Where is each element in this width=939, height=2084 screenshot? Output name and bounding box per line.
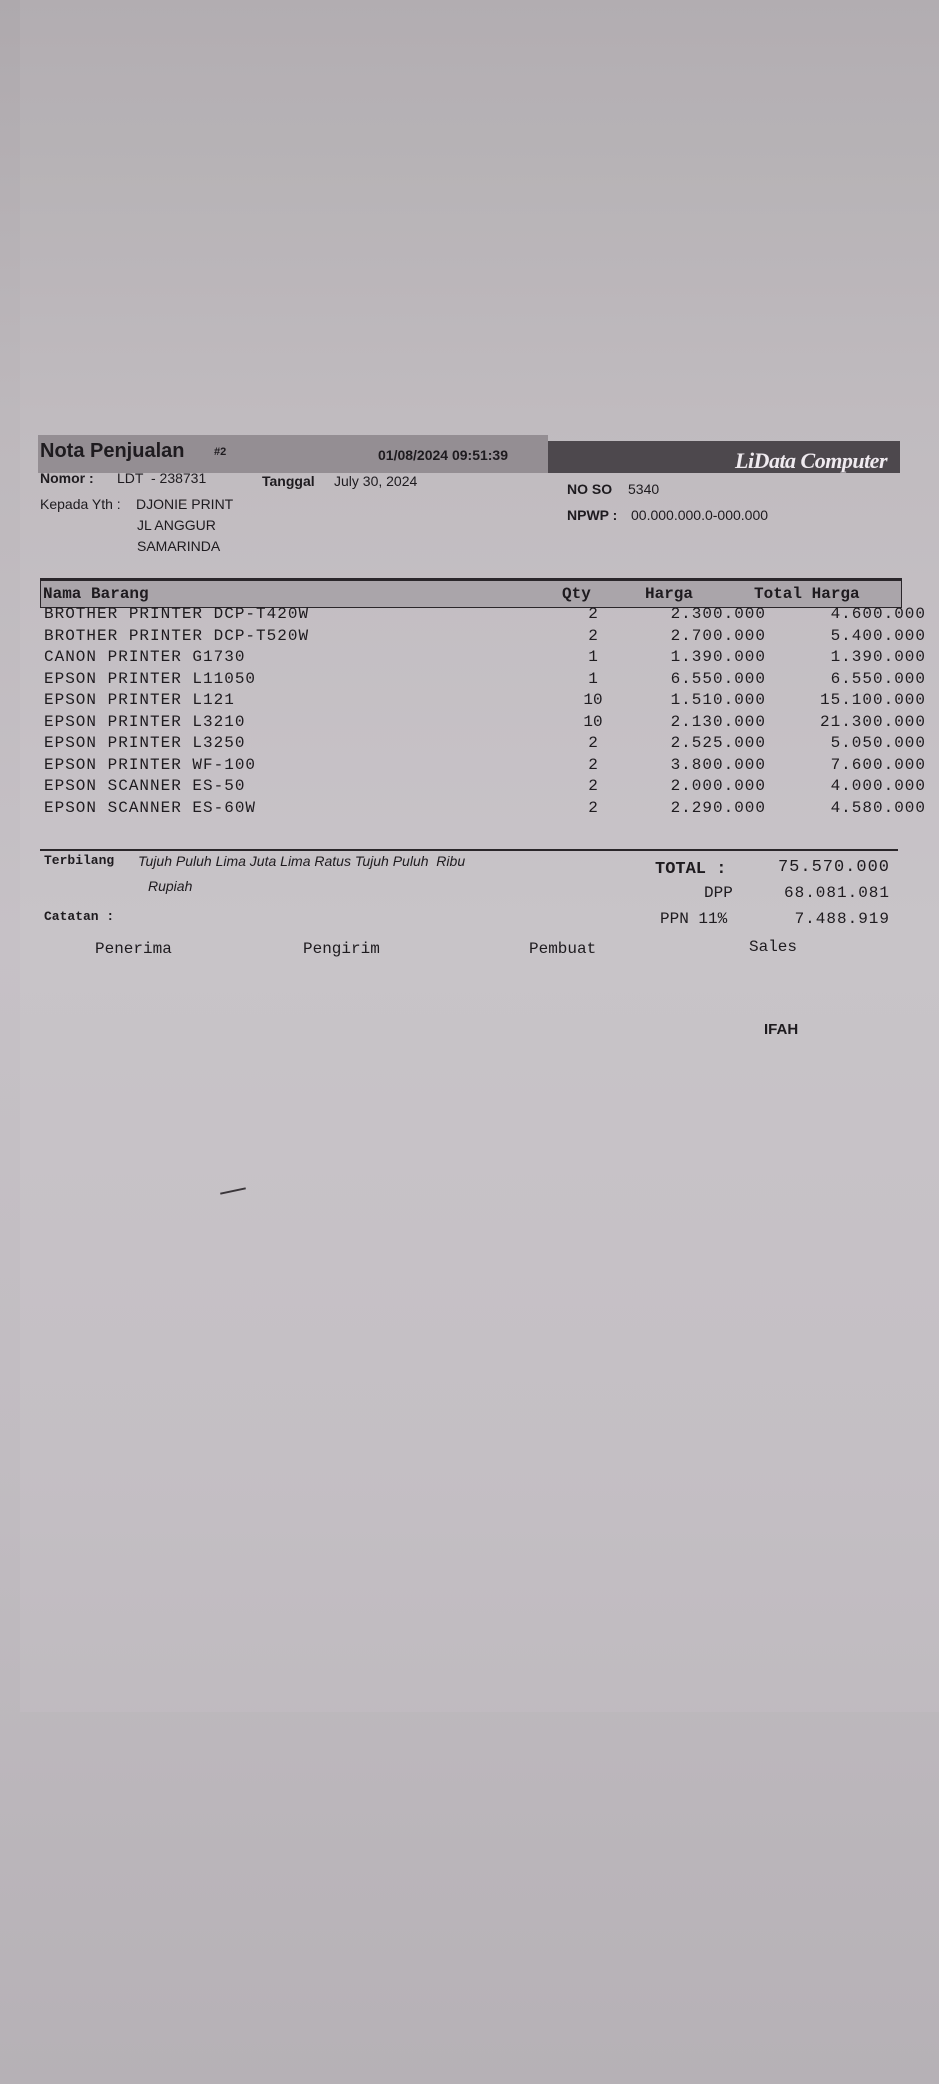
table-row [40,798,926,820]
nomor-label: Nomor : [40,470,94,486]
table-row [40,626,926,648]
ppn-label: PPN 11% [660,910,728,928]
item-total: 6.550.000 [830,669,926,688]
item-name: CANON PRINTER G1730 [44,648,246,666]
item-name: EPSON SCANNER ES-60W [44,798,257,817]
item-price: 2.525.000 [670,734,766,752]
printed-timestamp: 01/08/2024 09:51:39 [378,447,508,463]
item-total: 15.100.000 [819,691,926,709]
no-so-value: 5340 [628,481,660,497]
item-name: EPSON PRINTER L3210 [44,712,246,731]
column-header-total-harga: Total Harga [754,585,860,603]
table-row [40,755,926,777]
signature-sales: Sales [749,938,798,956]
column-header-nama-barang: Nama Barang [43,585,149,603]
column-header-qty: Qty [562,585,591,603]
item-total: 1.390.000 [830,648,926,666]
item-name: BROTHER PRINTER DCP-T420W [44,605,310,623]
item-name: EPSON SCANNER ES-50 [44,777,246,795]
terbilang-text: Tujuh Puluh Lima Juta Lima Ratus Tujuh Puluh Ribu [138,853,466,869]
item-price: 2.290.000 [670,798,766,817]
item-name: EPSON PRINTER L121 [44,691,235,709]
terbilang-label: Terbilang [44,853,115,868]
item-name: EPSON PRINTER WF-100 [44,755,257,774]
item-price: 6.550.000 [670,669,766,688]
ppn-value: 7.488.919 [794,910,890,928]
item-qty: 2 [588,777,598,795]
npwp-label: NPWP : [567,507,618,523]
customer-address-line1: JL ANGGUR [137,517,216,533]
item-total: 5.050.000 [830,734,926,752]
npwp-value: 00.000.000.0-000.000 [631,507,769,523]
kepada-label: Kepada Yth : [40,496,121,512]
item-name: EPSON PRINTER L11050 [44,669,257,688]
item-price: 3.800.000 [670,755,766,774]
customer-address-line2: SAMARINDA [137,538,221,554]
item-qty: 2 [588,798,598,817]
no-so-label: NO SO [567,481,613,497]
item-price: 2.000.000 [670,777,766,795]
item-qty: 2 [588,626,598,645]
sales-name: IFAH [764,1021,799,1038]
item-qty: 1 [588,669,598,688]
item-qty: 10 [583,712,603,731]
table-header [40,578,902,608]
signature-penerima: Penerima [95,940,172,958]
dpp-label: DPP [704,884,733,902]
total-value: 75.570.000 [777,858,890,877]
table-row [40,669,926,691]
item-total: 21.300.000 [819,712,926,731]
table-row [40,777,926,798]
item-price: 2.300.000 [670,605,766,623]
item-total: 7.600.000 [830,755,926,774]
terbilang-text-continued: Rupiah [148,878,193,894]
signature-pengirim: Pengirim [303,940,380,958]
table-row [40,605,926,626]
item-total: 5.400.000 [830,626,926,645]
signature-pembuat: Pembuat [529,940,597,958]
customer-name: DJONIE PRINT [136,496,234,512]
item-qty: 10 [583,691,603,709]
item-total: 4.000.000 [830,777,926,795]
item-qty: 2 [588,605,598,623]
table-row [40,712,926,734]
table-row [40,691,926,712]
tanggal-value: July 30, 2024 [334,473,418,489]
item-price: 2.130.000 [670,712,766,731]
item-name: EPSON PRINTER L3250 [44,734,246,752]
item-qty: 2 [588,755,598,774]
item-price: 1.390.000 [670,648,766,666]
item-name: BROTHER PRINTER DCP-T520W [44,626,310,645]
dpp-value: 68.081.081 [783,884,890,902]
copy-number: #2 [214,446,227,458]
nomor-value: LDT - 238731 [117,470,207,486]
summary-divider [40,849,898,851]
table-row [40,734,926,755]
document-title: Nota Penjualan [40,440,185,462]
tanggal-label: Tanggal [262,473,315,489]
catatan-label: Catatan : [44,909,115,924]
total-label: TOTAL : [655,860,727,879]
item-qty: 2 [588,734,598,752]
company-logo-text: LiData Computer [735,448,888,473]
item-price: 1.510.000 [670,691,766,709]
table-row [40,648,926,669]
item-qty: 1 [588,648,598,666]
column-header-harga: Harga [645,585,694,603]
item-price: 2.700.000 [670,626,766,645]
item-total: 4.580.000 [830,798,926,817]
item-total: 4.600.000 [830,605,926,623]
